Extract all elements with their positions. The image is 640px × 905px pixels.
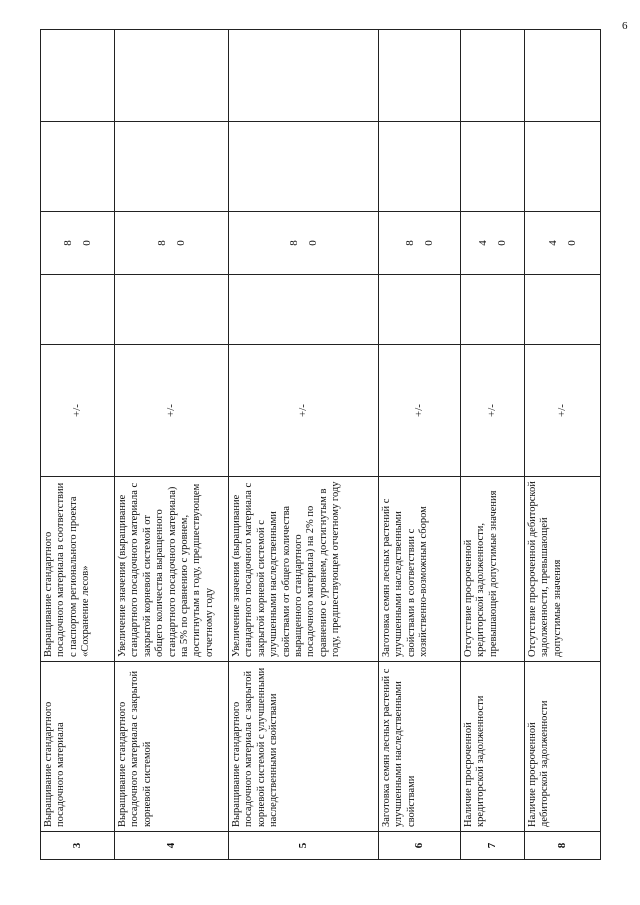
points-max: 8 [155, 240, 168, 246]
empty-cell [525, 275, 601, 345]
row-number: 5 [229, 832, 379, 860]
empty-cell [461, 30, 525, 122]
criterion-name: Выращивание стандартного посадочного материала с закрытой корневой системой с улучшенными наследственными свойствами [229, 662, 379, 832]
criterion-description: Увеличение значения (выращивание стандартного посадочного материала с закрытой корневой системой с улучшенными наследственными свойствами от общего количества выращенного стандартного посадочного материала) на 2% по сравнению с уровнем, достигнутым в году, предшествующем отчетному году [229, 477, 379, 662]
criterion-description: Отсутствие просроченной кредиторской задолженности, превышающей допустимые значения [461, 477, 525, 662]
criterion-sign: +/- [115, 345, 229, 477]
empty-cell [115, 275, 229, 345]
points-min: 0 [80, 240, 93, 246]
points-max: 4 [546, 240, 559, 246]
criterion-description: Увеличение значения (выращивание стандартного посадочного материала с закрытой корневой системой от общего количества выращенного стандартного посадочного материала) на 5% по сравнению с уровнем, достигнутым в году, предшествующем отчетному году [115, 477, 229, 662]
row-number: 3 [41, 832, 115, 860]
criterion-points [525, 212, 601, 275]
points-max: 8 [287, 240, 300, 246]
empty-cell [115, 30, 229, 122]
empty-cell [229, 275, 379, 345]
table-row [525, 30, 601, 860]
criterion-name: Наличие просроченной дебиторской задолженности [525, 662, 601, 832]
empty-cell [525, 122, 601, 212]
table-row [461, 30, 525, 860]
points-min: 0 [495, 240, 508, 246]
empty-cell [379, 122, 461, 212]
empty-cell [525, 30, 601, 122]
points-min: 0 [565, 240, 578, 246]
table-row [229, 30, 379, 860]
empty-cell [41, 122, 115, 212]
criterion-sign: +/- [41, 345, 115, 477]
criterion-points [461, 212, 525, 275]
row-number: 7 [461, 832, 525, 860]
table-row [115, 30, 229, 860]
points-min: 0 [306, 240, 319, 246]
criterion-description: Выращивание стандартного посадочного материала в соответствии с паспортом регионального проекта «Сохранение лесов» [41, 477, 115, 662]
empty-cell [461, 122, 525, 212]
criterion-name: Наличие просроченной кредиторской задолженности [461, 662, 525, 832]
empty-cell [41, 275, 115, 345]
criterion-description: Отсутствие просроченной дебиторской задолженности, превышающей допустимые значения [525, 477, 601, 662]
empty-cell [379, 275, 461, 345]
page-number: 6 [622, 20, 628, 32]
empty-cell [229, 122, 379, 212]
row-number: 6 [379, 832, 461, 860]
criterion-name: Выращивание стандартного посадочного материала с закрытой корневой системой [115, 662, 229, 832]
points-min: 0 [422, 240, 435, 246]
criterion-description: Заготовка семян лесных растений с улучшенными наследственными свойствами в соответствии с хозяйственно-возможным сбором [379, 477, 461, 662]
points-max: 8 [61, 240, 74, 246]
criterion-points [41, 212, 115, 275]
points-min: 0 [174, 240, 187, 246]
criterion-name: Выращивание стандартного посадочного материала [41, 662, 115, 832]
criterion-name: Заготовка семян лесных растений с улучшенными наследственными свойствами [379, 662, 461, 832]
empty-cell [379, 30, 461, 122]
criterion-points [229, 212, 379, 275]
criteria-table [40, 29, 601, 860]
row-number: 8 [525, 832, 601, 860]
empty-cell [41, 30, 115, 122]
table-row [379, 30, 461, 860]
criterion-sign: +/- [229, 345, 379, 477]
table-row [41, 30, 115, 860]
rotated-page-content [40, 30, 600, 860]
empty-cell [461, 275, 525, 345]
points-max: 8 [403, 240, 416, 246]
empty-cell [229, 30, 379, 122]
criterion-points [115, 212, 229, 275]
criterion-sign: +/- [379, 345, 461, 477]
row-number: 4 [115, 832, 229, 860]
points-max: 4 [476, 240, 489, 246]
criterion-points [379, 212, 461, 275]
empty-cell [115, 122, 229, 212]
criterion-sign: +/- [461, 345, 525, 477]
criterion-sign: +/- [525, 345, 601, 477]
